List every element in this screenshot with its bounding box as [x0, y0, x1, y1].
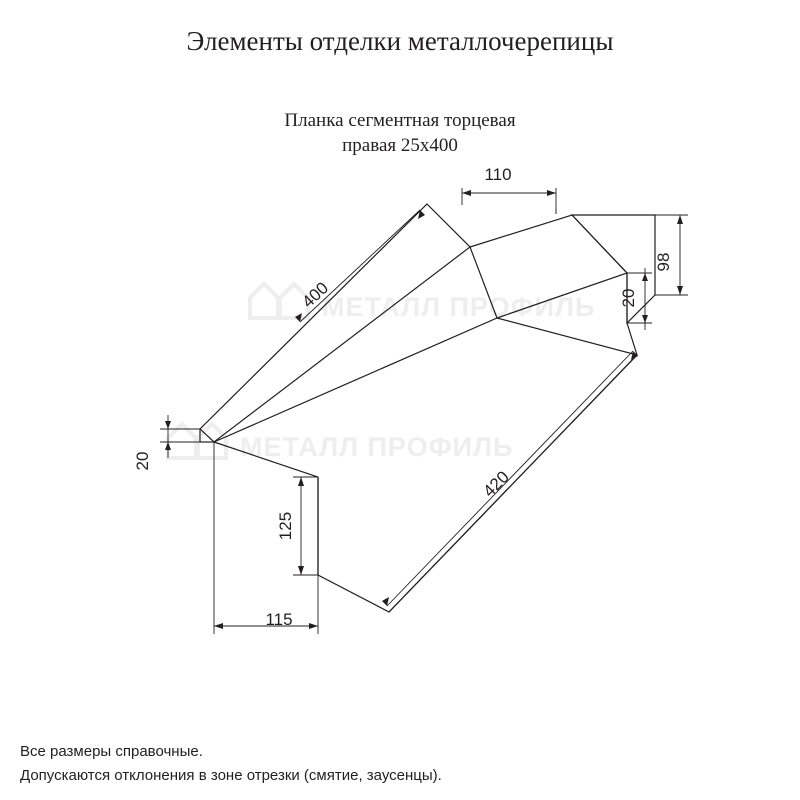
dimension-label-98: 98 — [654, 252, 673, 272]
dimension-110 — [462, 188, 556, 214]
footnote-line-2: Допускаются отклонения в зоне отрезки (смятие, заусенцы). — [20, 767, 442, 784]
dimension-label-420: 420 — [479, 467, 513, 501]
watermark-text-upper: МЕТАЛЛ ПРОФИЛЬ — [322, 292, 596, 322]
watermark-lower — [168, 424, 513, 462]
part-outline — [200, 204, 655, 612]
dimension-label-20-top: 20 — [619, 288, 638, 308]
product-subtitle-line1: Планка сегментная торцевая — [284, 110, 516, 131]
watermark-upper — [250, 284, 595, 322]
footnote-line-1: Все размеры справочные. — [20, 743, 203, 760]
dimension-label-115: 115 — [265, 610, 293, 629]
product-subtitle-line2: правая 25х400 — [342, 135, 458, 156]
dimension-label-20-left: 20 — [133, 451, 152, 471]
watermark-text-lower: МЕТАЛЛ ПРОФИЛЬ — [240, 432, 514, 462]
dimension-115 — [214, 442, 318, 634]
dimension-125 — [293, 477, 318, 575]
footnotes — [20, 740, 780, 788]
page-title: Элементы отделки металлочерепицы — [186, 26, 614, 56]
dimension-label-125: 125 — [276, 511, 295, 541]
dimension-label-400: 400 — [298, 278, 333, 312]
dimension-label-110: 110 — [484, 165, 512, 184]
